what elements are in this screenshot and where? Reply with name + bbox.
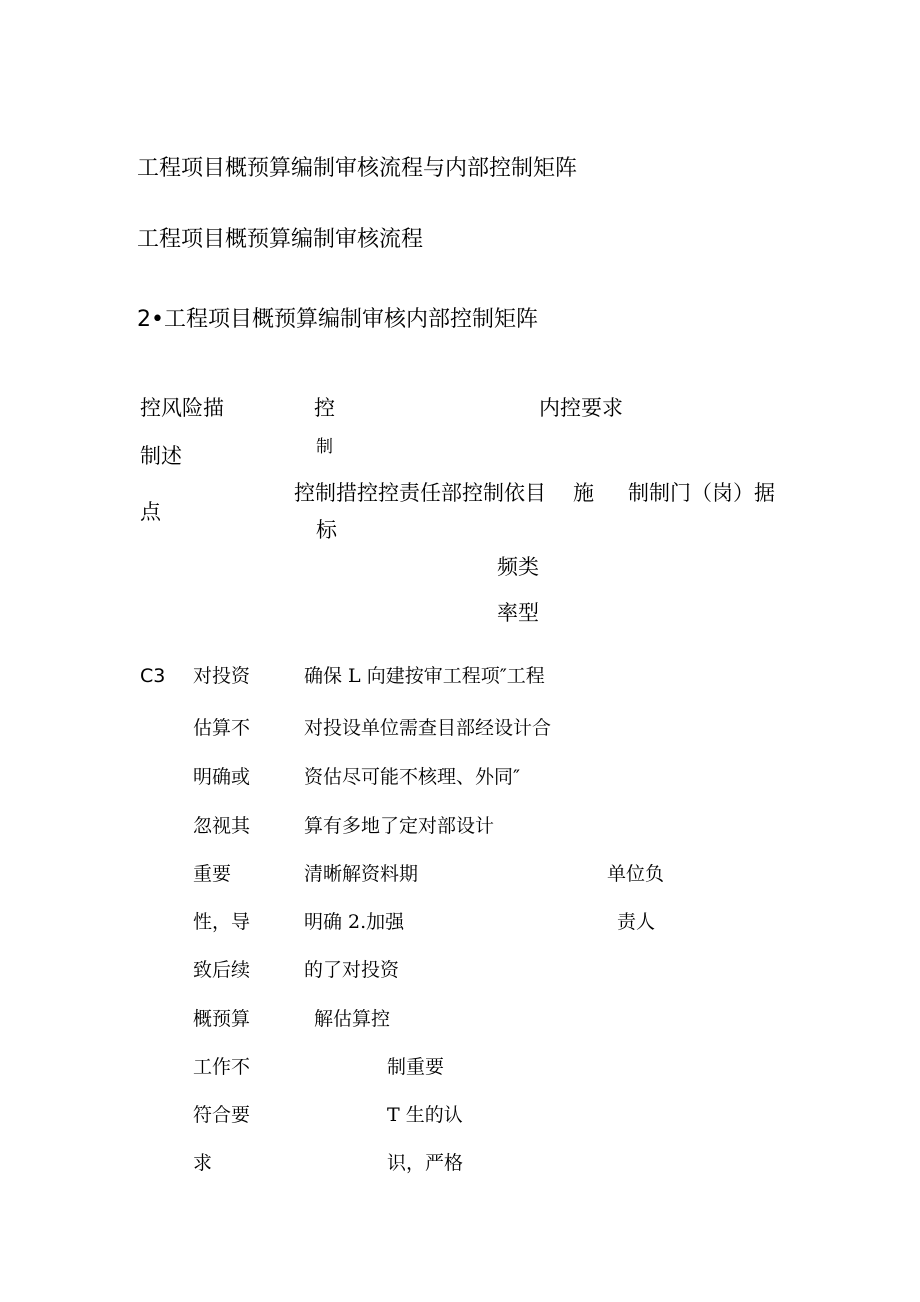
dept-line: 责人 <box>617 911 656 933</box>
measure-line: T 生的认 <box>387 1104 463 1126</box>
measure-line: 清晰解资料期 <box>304 863 419 885</box>
risk-line: 估算不 <box>193 717 251 739</box>
header-col2-line1: 控 <box>314 396 335 420</box>
measure-line: 资估尽可能不核理、外同″ <box>304 766 521 788</box>
section-heading-1: 工程项目概预算编制审核流程 <box>137 227 424 252</box>
header-col2-line3: 控制措控控责任部控制依目 <box>294 481 546 505</box>
risk-line: 重要 <box>193 863 232 885</box>
header-col2-line4: 标 <box>316 518 337 542</box>
measure-line: 确保 L 向建按审工程项″工程 <box>304 665 545 687</box>
measure-line: 的了对投资 <box>304 959 400 981</box>
header-col3-sub-a: 施 <box>573 481 594 505</box>
section-heading-2: 2•工程项目概预算编制审核内部控制矩阵 <box>137 307 538 332</box>
risk-line: 致后续 <box>193 959 251 981</box>
risk-line: 对投资 <box>193 665 251 687</box>
header-col1-line3: 点 <box>140 500 161 524</box>
risk-line: 性，导 <box>193 911 251 933</box>
risk-line: 忽视其 <box>193 815 251 837</box>
row-code: C3 <box>140 665 166 687</box>
measure-line: 解估算控 <box>314 1008 391 1030</box>
risk-line: 符合要 <box>193 1104 251 1126</box>
header-col1-line1: 控风险描 <box>140 396 224 420</box>
header-col1-line2: 制述 <box>140 444 182 468</box>
risk-line: 概预算 <box>193 1008 251 1030</box>
header-col3-freq2: 率型 <box>497 601 539 625</box>
measure-line: 算有多地了定对部设计 <box>304 815 495 837</box>
document-title: 工程项目概预算编制审核流程与内部控制矩阵 <box>137 156 578 181</box>
measure-line: 识，严格 <box>387 1152 464 1174</box>
header-col2-line2: 制 <box>316 437 333 457</box>
risk-line: 工作不 <box>193 1056 251 1078</box>
risk-line: 求 <box>193 1152 213 1174</box>
measure-line: 明确 2.加强 <box>304 911 405 933</box>
header-col3-sub-b: 制制门（岗）据 <box>628 481 775 505</box>
measure-line: 对投设单位需查目部经设计合 <box>304 717 552 739</box>
header-col3-freq1: 频类 <box>497 555 539 579</box>
header-col3-title: 内控要求 <box>539 396 623 420</box>
dept-line: 单位负 <box>607 863 665 885</box>
risk-line: 明确或 <box>193 766 251 788</box>
measure-line: 制重要 <box>387 1056 445 1078</box>
